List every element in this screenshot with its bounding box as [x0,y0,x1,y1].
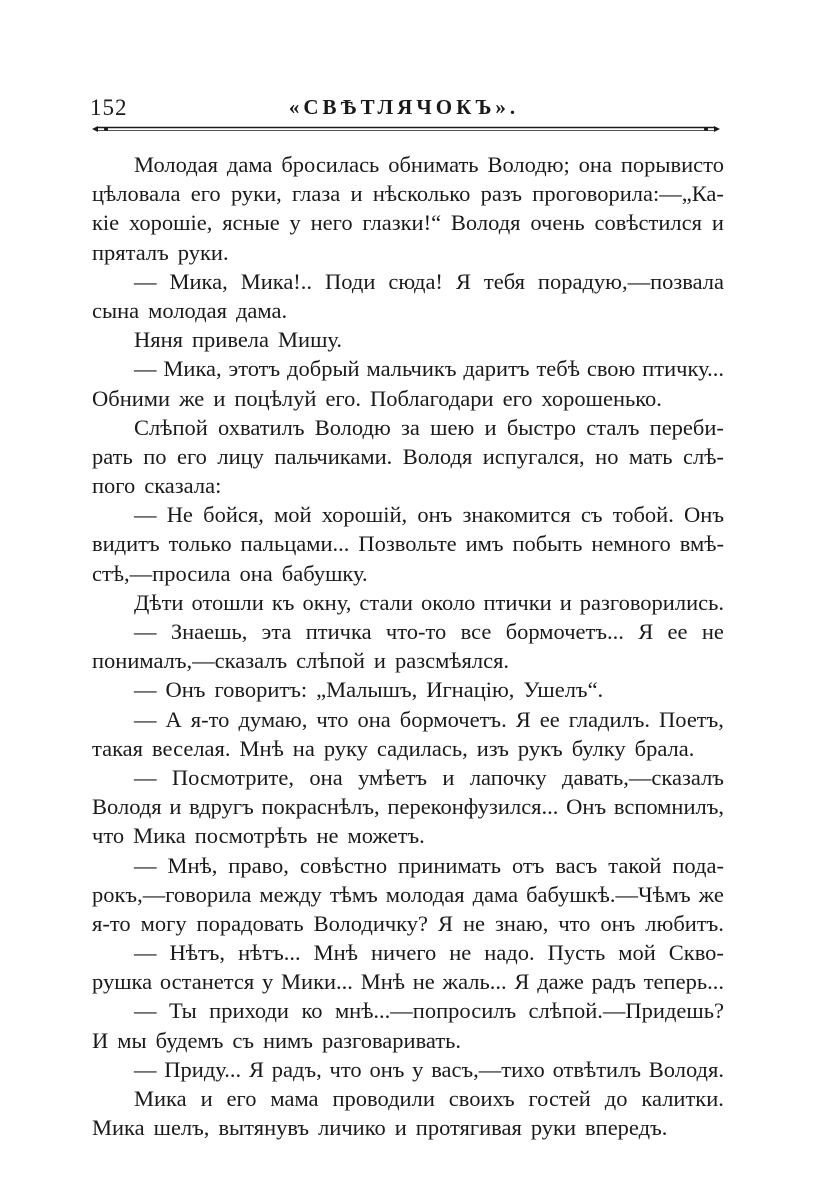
text-line: — Мнѣ, право, совѣстно принимать отъ васъ такой пода- [134,852,724,878]
text-line: — А я-то думаю, что она бормочетъ. Я ее гладилъ. Поетъ, [134,706,724,732]
text-line: Няня привела Мишу. [134,327,343,353]
text-line: Дѣти отошли къ окну, стали около птички и разговорились. [134,589,724,615]
text-line: — Нѣтъ, нѣтъ... Мнѣ ничего не надо. Пусть мой Скво- [134,940,724,966]
text-line: — Ты приходи ко мнѣ...—попросилъ слѣпой.—Придешь? [134,998,724,1024]
text-line: — Посмотрите, она умѣетъ и лапочку давать,—сказалъ [134,764,724,790]
text-line: кіе хорошіе, ясные у него глазки!“ Володя очень совѣстился и [92,210,724,236]
text-line: Мика шелъ, вытянувъ личико и протягивая руки впередъ. [92,1115,668,1141]
text-line: Обними же и поцѣлуй его. Поблагодари его хорошенько. [92,385,662,411]
text-line: сына молодая дама. [92,297,288,323]
text-line: — Онъ говоритъ: „Малышъ, Игнацію, Ушелъ“. [134,677,604,703]
text-line: что Мика посмотрѣть не можетъ. [92,823,425,849]
text-line: И мы будемъ съ нимъ разговаривать. [92,1027,462,1053]
text-line: понималъ,—сказалъ слѣпой и разсмѣялся. [92,648,510,674]
text-line: — Приду... Я радъ, что онъ у васъ,—тихо отвѣтилъ Володя. [134,1056,724,1082]
text-line: цѣловала его руки, глаза и нѣсколько разъ проговорила:—„Ка- [92,181,724,207]
text-line: Молодая дама бросилась обнимать Володю; она порывисто [134,152,724,177]
text-line: — Мика, Мика!.. Поди сюда! Я тебя порадую,—позвала [134,268,724,294]
text-line: — Мика, этотъ добрый мальчикъ даритъ тебѣ свою птичку... [134,356,724,382]
body-text [92,150,724,1142]
text-line: Мика и его мама проводили своихъ гостей до калитки. [134,1086,724,1111]
text-line: Слѣпой охватилъ Володю за шею и быстро сталъ переби- [134,414,724,440]
text-line: пого сказала: [92,473,222,499]
text-line: Володя и вдругъ покраснѣлъ, переконфузился... Онъ вспомнилъ, [92,794,724,820]
running-title: «СВѢТЛЯЧОКЪ». [288,95,520,119]
text-line: рокъ,—говорила между тѣмъ молодая дама бабушкѣ.—Чѣмъ же [92,881,724,907]
page-number: 152 [90,95,128,120]
text-line: — Не бойся, мой хорошій, онъ знакомится съ тобой. Онъ [134,502,724,528]
text-line: пряталъ руки. [92,239,229,265]
text-line: рать по его лицу пальчиками. Володя испугался, но мать слѣ- [92,443,724,469]
text-line: — Знаешь, эта птичка что-то все бормочетъ... Я ее не [134,619,724,644]
text-line: я-то могу порадовать Володичку? Я не знаю, что онъ любитъ. [92,910,724,936]
text-line: рушка останется у Мики... Мнѣ не жаль... Я даже радъ теперь... [92,969,724,995]
text-line: такая веселая. Мнѣ на руку садилась, изъ рукъ булку брала. [92,735,695,761]
text-line: видитъ только пальцами... Позвольте имъ побыть немного вмѣ- [92,531,724,557]
header-ornamental-rule [92,124,720,134]
page-header [90,95,718,123]
text-line: стѣ,—просила она бабушку. [92,560,368,586]
